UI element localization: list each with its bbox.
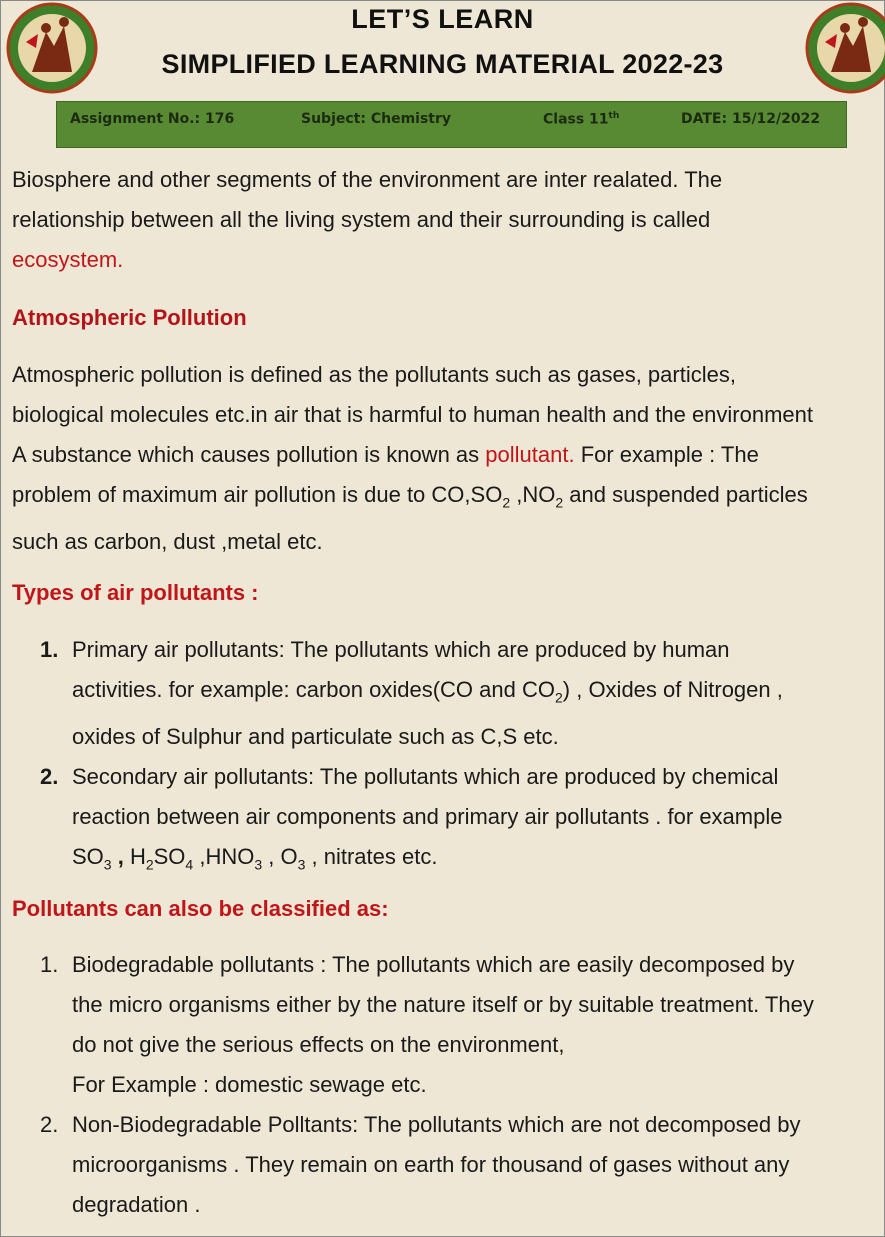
- atmospheric-paragraph: Atmospheric pollution is defined as the pollutants such as gases, particles, biological molecules etc.in air that is harmful to human health and the environment A substance which causes pollution is known as pollutant. For example : The problem of maximum air pollution is due to $CO,SO_2$ $,NO_2$ and suspended particles such as carbon, dust ,metal etc.: [12, 362, 814, 555]
- list-item: 2. Non-Biodegradable Polltants: The pollutants which are not decomposed by microorganisms . They remain on earth for thousand of gases without any degradation .: [40, 1112, 801, 1217]
- class-label: Class 11th: [543, 111, 620, 128]
- types-list: [40, 630, 870, 885]
- pollutant-term: pollutant.: [485, 442, 575, 467]
- assignment-number: Assignment No.: 176: [70, 111, 235, 127]
- intro-paragraph: Biosphere and other segments of the environment are inter realated. The relationship between all the living system and their surrounding is called ecosystem.: [12, 160, 872, 280]
- list-item: 2. Secondary air pollutants: The pollutants which are produced by chemical reaction between air components and primary air pollutants . for example $SO_3$ , $H_2SO_4$ $,HNO_3$ , $O_3$ , nitrates etc.: [40, 764, 783, 873]
- header-title-line2: SIMPLIFIED LEARNING MATERIAL 2022-23: [161, 49, 724, 79]
- assignment-info-bar: [56, 101, 847, 148]
- classified-list: [40, 945, 870, 1225]
- ecosystem-term: ecosystem.: [12, 247, 124, 272]
- list-item: 1. Primary air pollutants: The pollutants which are produced by human activities. for example: carbon oxides(CO and $CO_2$) , Oxides of Nitrogen , oxides of Sulphur and particulate such as C,S etc.: [40, 637, 783, 750]
- date-label: DATE: 15/12/2022: [681, 111, 821, 127]
- header-title-line1: LET’S LEARN: [351, 4, 534, 34]
- atmospheric-pollution-heading: Atmospheric Pollution: [12, 305, 247, 330]
- types-heading: Types of air pollutants :: [12, 580, 259, 605]
- list-item: 1. Biodegradable pollutants : The pollutants which are easily decomposed by the micro organisms either by the nature itself or by suitable treatment. They do not give the serious effects on the environment, For Example : domestic sewage etc.: [40, 952, 814, 1097]
- classified-heading: Pollutants can also be classified as:: [12, 896, 389, 921]
- subject-label: Subject: Chemistry: [301, 111, 452, 127]
